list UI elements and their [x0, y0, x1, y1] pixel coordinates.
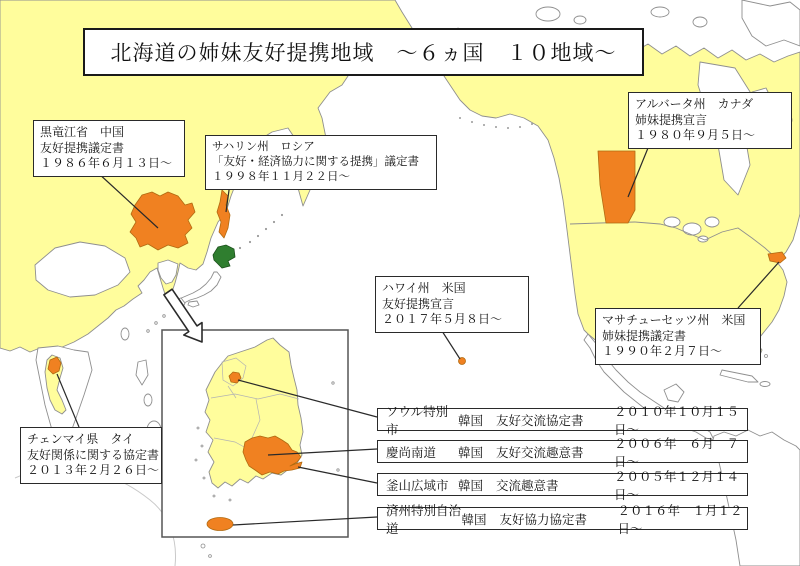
row-country: 韓国 — [461, 512, 487, 527]
row-region: 釜山広域市 — [386, 478, 449, 493]
callout-massachusetts — [595, 308, 761, 365]
callout-line: 姉妹提携議定書 — [602, 328, 687, 343]
row-country: 韓国 — [458, 413, 484, 428]
callout-line: 黒竜江省 中国 — [40, 125, 125, 139]
row-agreement: 友好協力協定書 — [499, 512, 588, 527]
callout-line: 「友好・経済協力に関する提携」議定書 — [212, 155, 419, 168]
korea-row-gyeongsangnam — [377, 436, 748, 469]
callout-line: サハリン州 ロシア — [212, 141, 315, 153]
callout-chiangmai — [20, 427, 162, 484]
callout-line: ハワイ州 米国 — [382, 281, 466, 295]
callout-line: 友好提携議定書 — [40, 140, 125, 155]
japan-shikoku — [188, 301, 199, 307]
callout-alberta — [628, 92, 792, 149]
callout-line: チェンマイ県 タイ — [27, 432, 135, 446]
small-islands-south — [201, 544, 211, 557]
row-region: 慶尚南道 — [386, 445, 437, 460]
callout-line: 姉妹提携宣言 — [635, 112, 708, 127]
kuril-islands — [239, 214, 283, 249]
callout-line: １９９０年２月７日～ — [602, 344, 723, 359]
row-date: ２００５年１２月１４日～ — [614, 469, 740, 502]
greenland — [742, 0, 800, 46]
korea-row-seoul — [377, 404, 748, 437]
aleutian-islands — [459, 117, 533, 129]
inset-jeju-region — [207, 518, 233, 531]
row-country: 韓国 — [458, 478, 484, 493]
callout-line: 友好関係に関する協定書 — [27, 447, 160, 462]
korea-row-busan — [377, 469, 748, 502]
row-agreement: 友好交流協定書 — [496, 413, 584, 428]
callout-line: １９８０年９月５日～ — [635, 128, 756, 143]
row-region: 済州特別自治道 — [386, 503, 462, 536]
row-agreement: 交流趣意書 — [496, 478, 559, 493]
hokkaido-region — [213, 245, 235, 268]
row-date: ２０１６年 １月１２日～ — [617, 503, 743, 536]
callout-line: 友好提携宣言 — [382, 296, 455, 311]
callout-line: マサチューセッツ州 米国 — [602, 313, 746, 327]
callout-sakhalin — [205, 135, 437, 190]
callout-line: ２０１７年５月８日～ — [382, 312, 503, 327]
callout-line: １９９８年１１月２２日～ — [212, 170, 350, 183]
yucatan — [664, 384, 684, 402]
row-agreement: 友好交流趣意書 — [496, 445, 584, 460]
callout-line: アルバータ州 カナダ — [635, 97, 754, 111]
korea-row-jeju — [377, 503, 748, 536]
row-region: ソウル特別市 — [386, 404, 449, 437]
taiwan — [121, 328, 129, 340]
page-title — [83, 28, 644, 76]
callout-line: １９８６年６月１３日～ — [40, 156, 173, 171]
row-country: 韓国 — [458, 445, 484, 460]
title-text: 北海道の姉妹友好提携地域 ～６ヵ国 １０地域～ — [110, 42, 617, 65]
row-date: ２００６年 ６月 ７日～ — [614, 436, 740, 469]
callout-hawaii — [375, 276, 529, 333]
callout-heilongjiang — [33, 120, 185, 177]
callout-line: ２０１３年２月２６日～ — [27, 463, 160, 478]
row-date: ２０１０年１０月１５日～ — [614, 404, 740, 437]
massachusetts-region — [768, 252, 786, 263]
